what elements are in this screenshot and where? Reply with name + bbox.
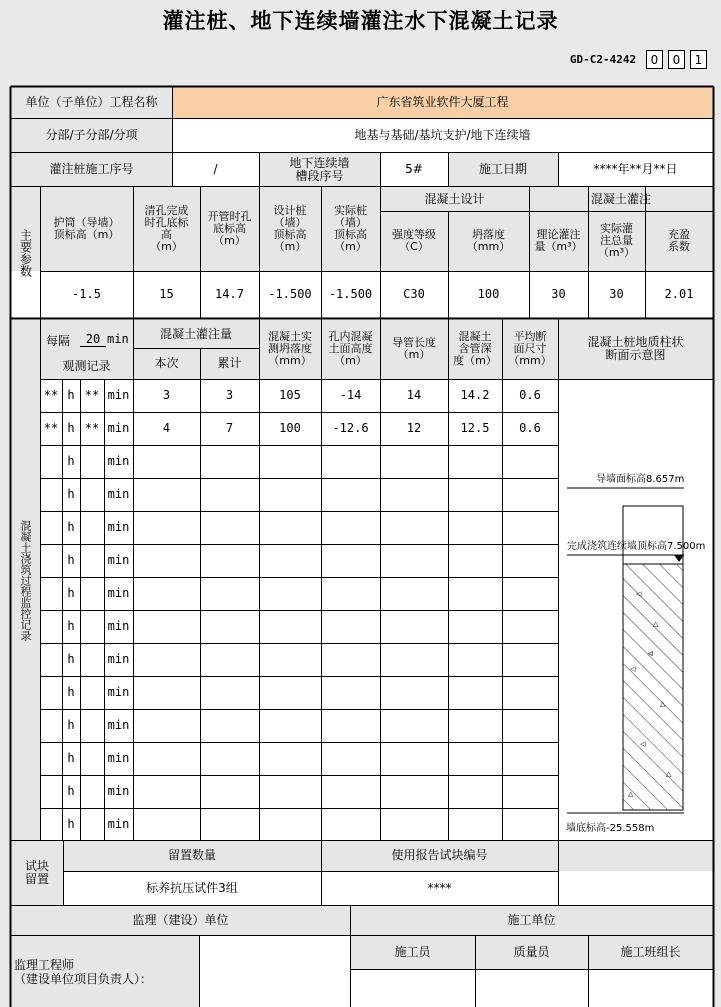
team-leader-label: 施工班组长 bbox=[620, 944, 681, 959]
hour-unit: h bbox=[67, 520, 75, 534]
hour-value: ** bbox=[43, 421, 59, 435]
cell-total bbox=[200, 742, 259, 775]
cell-section bbox=[502, 775, 558, 808]
construction-unit-label: 施工单位 bbox=[507, 912, 556, 927]
pour-top-label: 完成浇筑连续墙顶标高7.500m bbox=[567, 541, 706, 552]
cell-section bbox=[502, 742, 558, 775]
param-value-actual-volume: 30 bbox=[609, 287, 624, 301]
form-code-digit: 1 bbox=[690, 50, 707, 69]
wall-bottom-label: 墙底标高-25.558m bbox=[566, 823, 655, 834]
cell-level bbox=[321, 445, 380, 478]
minute-value bbox=[80, 676, 104, 709]
cell-slump bbox=[259, 511, 321, 544]
minute-value bbox=[80, 511, 104, 544]
cell-total bbox=[200, 478, 259, 511]
hour-unit: h bbox=[67, 817, 75, 831]
hour-value bbox=[40, 676, 62, 709]
hour-value bbox=[40, 511, 62, 544]
hour-value bbox=[40, 610, 62, 643]
form-code-digit: 0 bbox=[668, 50, 685, 69]
cell-level bbox=[321, 676, 380, 709]
concrete-pour-header: 混凝土灌注 bbox=[590, 191, 651, 206]
cell-slump bbox=[259, 808, 321, 841]
param-value-fill-factor: 2.01 bbox=[664, 287, 694, 301]
cell-total bbox=[200, 544, 259, 577]
interval-prefix: 每隔 bbox=[46, 334, 71, 348]
cell-pipe-len bbox=[380, 742, 448, 775]
geological-section-diagram bbox=[558, 446, 713, 840]
cell-current bbox=[133, 775, 200, 808]
cell-pipe-depth bbox=[448, 808, 502, 841]
specimen-report-label: 使用报告试块编号 bbox=[391, 848, 488, 862]
col-current: 本次 bbox=[154, 355, 179, 370]
param-header-open-bottom: 开管时孔 底标高 （m） bbox=[207, 210, 252, 247]
svg-text:◁: ◁ bbox=[636, 590, 642, 598]
minute-unit: min bbox=[107, 586, 130, 600]
form-code: GD-C2-4242 bbox=[569, 52, 637, 66]
param-value-casing-top: -1.5 bbox=[72, 287, 101, 301]
wall-seq-label: 地下连续墙 槽段序号 bbox=[289, 155, 350, 183]
col-total: 累计 bbox=[217, 355, 242, 370]
cell-section bbox=[502, 808, 558, 841]
svg-text:△: △ bbox=[666, 770, 672, 778]
cell-slump: 105 bbox=[279, 388, 301, 402]
param-header-theory-volume: 理论灌注 量（m³） bbox=[534, 228, 583, 253]
minute-value bbox=[80, 544, 104, 577]
cell-pipe-depth bbox=[448, 775, 502, 808]
concrete-design-header: 混凝土设计 bbox=[424, 191, 485, 206]
date-label: 施工日期 bbox=[478, 162, 527, 176]
cell-level bbox=[321, 577, 380, 610]
cell-level bbox=[321, 610, 380, 643]
minute-unit: min bbox=[107, 520, 130, 534]
param-value-theory-volume: 30 bbox=[551, 287, 566, 301]
cell-level bbox=[321, 544, 380, 577]
cell-pipe-depth bbox=[448, 709, 502, 742]
observe-label: 观测记录 bbox=[62, 358, 111, 373]
svg-text:△: △ bbox=[660, 700, 666, 708]
minute-unit: min bbox=[107, 718, 130, 732]
param-value-design-top: -1.500 bbox=[268, 287, 312, 301]
minute-value bbox=[80, 643, 104, 676]
interval-value: 20 bbox=[80, 332, 106, 347]
hour-unit: h bbox=[67, 718, 75, 732]
cell-pipe-len bbox=[380, 775, 448, 808]
cell-level bbox=[321, 511, 380, 544]
cell-section: 0.6 bbox=[519, 388, 541, 402]
hour-value bbox=[40, 709, 62, 742]
cell-current bbox=[133, 808, 200, 841]
cell-level: -12.6 bbox=[332, 421, 369, 435]
hour-value bbox=[40, 544, 62, 577]
hour-value bbox=[40, 775, 62, 808]
minute-value bbox=[80, 445, 104, 478]
cell-section: 0.6 bbox=[519, 421, 541, 435]
minute-unit: min bbox=[107, 388, 130, 402]
cell-pipe-len: 12 bbox=[406, 421, 422, 435]
cell-slump bbox=[259, 577, 321, 610]
date-value: ****年**月**日 bbox=[593, 162, 678, 176]
cell-level bbox=[321, 742, 380, 775]
cell-total bbox=[200, 610, 259, 643]
cell-total: 3 bbox=[225, 388, 234, 402]
unit-label: 单位（子单位）工程名称 bbox=[25, 95, 158, 109]
minute-unit: min bbox=[107, 553, 130, 567]
minute-unit: min bbox=[107, 685, 130, 699]
cell-pipe-depth: 12.5 bbox=[460, 421, 490, 435]
svg-text:△: △ bbox=[653, 620, 659, 628]
minute-unit: min bbox=[107, 421, 130, 435]
cell-level bbox=[321, 808, 380, 841]
cell-pipe-depth bbox=[448, 742, 502, 775]
cell-total: 7 bbox=[225, 421, 234, 435]
svg-text:ᐊ: ᐊ bbox=[648, 650, 654, 658]
cell-level bbox=[321, 775, 380, 808]
minute-value bbox=[80, 610, 104, 643]
worker-label: 施工员 bbox=[394, 944, 431, 959]
hour-unit: h bbox=[67, 751, 75, 765]
param-value-strength: C30 bbox=[403, 287, 425, 301]
cell-current bbox=[133, 742, 200, 775]
cell-slump bbox=[259, 775, 321, 808]
cell-slump bbox=[259, 445, 321, 478]
cell-pipe-len bbox=[380, 544, 448, 577]
cell-pipe-depth bbox=[448, 544, 502, 577]
cell-current bbox=[133, 676, 200, 709]
cell-level bbox=[321, 709, 380, 742]
param-header-actual-top: 实际桩 （墙） 顶标高 （m） bbox=[334, 204, 367, 253]
minute-unit: min bbox=[107, 487, 130, 501]
minute-unit: min bbox=[107, 751, 130, 765]
param-header-strength: 强度等级 （C） bbox=[392, 228, 436, 253]
cell-pipe-len bbox=[380, 643, 448, 676]
cell-total bbox=[200, 709, 259, 742]
svg-text:◁: ◁ bbox=[630, 665, 636, 673]
minute-unit: min bbox=[107, 454, 130, 468]
param-value-slump: 100 bbox=[477, 287, 500, 301]
col-pipe-length: 导管长度 （m） bbox=[392, 336, 436, 361]
cell-slump: 100 bbox=[279, 421, 301, 435]
specimen-report-value: **** bbox=[427, 880, 452, 895]
cell-current: 4 bbox=[162, 421, 171, 435]
cell-slump bbox=[259, 676, 321, 709]
hour-unit: h bbox=[67, 784, 75, 798]
cell-current bbox=[133, 511, 200, 544]
cell-total bbox=[200, 808, 259, 841]
cell-current bbox=[133, 544, 200, 577]
hour-value bbox=[40, 577, 62, 610]
cell-total bbox=[200, 676, 259, 709]
cell-pipe-len bbox=[380, 709, 448, 742]
minute-value bbox=[80, 709, 104, 742]
cell-current bbox=[133, 478, 200, 511]
param-header-casing-top: 护筒（导墙） 顶标高（m） bbox=[53, 216, 120, 241]
cell-section bbox=[502, 610, 558, 643]
minute-unit: min bbox=[107, 817, 130, 831]
cell-total bbox=[200, 577, 259, 610]
param-header-actual-volume: 实际灌 注总量 （m³） bbox=[597, 222, 636, 259]
supervising-engineer-label: 监理工程师 （建设单位项目负责人）： bbox=[14, 958, 153, 986]
minute-value bbox=[80, 742, 104, 775]
params-side-label: 主要参数 bbox=[18, 228, 33, 277]
cell-section bbox=[502, 676, 558, 709]
hour-unit: h bbox=[67, 487, 75, 501]
minute-unit: min bbox=[107, 619, 130, 633]
minute-value bbox=[80, 775, 104, 808]
cell-total bbox=[200, 511, 259, 544]
cell-section bbox=[502, 511, 558, 544]
hour-unit: h bbox=[67, 619, 75, 633]
cell-section bbox=[502, 709, 558, 742]
specimen-side-label: 试块 留置 bbox=[24, 858, 49, 886]
wall-seq-value: 5# bbox=[405, 162, 423, 176]
hour-unit: h bbox=[67, 652, 75, 666]
hour-unit: h bbox=[67, 586, 75, 600]
hour-value bbox=[40, 643, 62, 676]
hour-value bbox=[40, 445, 62, 478]
param-value-open-bottom: 14.7 bbox=[215, 287, 244, 301]
interval-setting bbox=[40, 322, 133, 358]
cell-section bbox=[502, 544, 558, 577]
pour-volume-header: 混凝土灌注量 bbox=[159, 326, 232, 341]
cell-level bbox=[321, 478, 380, 511]
cell-pipe-depth bbox=[448, 445, 502, 478]
cell-pipe-depth bbox=[448, 643, 502, 676]
minute-value bbox=[80, 478, 104, 511]
hour-value bbox=[40, 742, 62, 775]
cell-pipe-len bbox=[380, 577, 448, 610]
cell-pipe-len bbox=[380, 610, 448, 643]
cell-section bbox=[502, 478, 558, 511]
cell-level bbox=[321, 643, 380, 676]
cell-total bbox=[200, 643, 259, 676]
cell-pipe-depth bbox=[448, 511, 502, 544]
hour-unit: h bbox=[67, 421, 75, 435]
cell-current: 3 bbox=[162, 388, 171, 402]
minute-value bbox=[80, 808, 104, 841]
hour-value bbox=[40, 808, 62, 841]
col-diagram: 混凝土桩地质柱状 断面示意图 bbox=[587, 335, 684, 362]
specimen-qty-label: 留置数量 bbox=[167, 848, 216, 862]
cell-slump bbox=[259, 742, 321, 775]
cell-current bbox=[133, 577, 200, 610]
hour-value: ** bbox=[43, 388, 59, 402]
minute-value: ** bbox=[84, 388, 100, 402]
cell-slump bbox=[259, 478, 321, 511]
sub-value: 地基与基础/基坑支护/地下连续墙 bbox=[354, 128, 531, 142]
minute-unit: min bbox=[107, 784, 130, 798]
cell-current bbox=[133, 445, 200, 478]
cell-current bbox=[133, 610, 200, 643]
col-pipe-depth: 混凝土 含管深 度（m） bbox=[453, 330, 497, 367]
cell-pipe-depth bbox=[448, 676, 502, 709]
interval-unit: min bbox=[107, 332, 129, 346]
cell-pipe-depth bbox=[448, 610, 502, 643]
cell-total bbox=[200, 775, 259, 808]
pile-seq-value: / bbox=[213, 162, 218, 176]
cell-pipe-len bbox=[380, 511, 448, 544]
concrete-fill bbox=[623, 564, 683, 810]
form-code-digit: 0 bbox=[646, 50, 663, 69]
cell-level: -14 bbox=[339, 388, 362, 402]
cell-current bbox=[133, 709, 200, 742]
guide-wall-top-label: 导墙面标高8.657m bbox=[596, 474, 685, 485]
param-header-slump: 坍落度 （mm） bbox=[466, 228, 511, 253]
param-header-fill-factor: 充盈 系数 bbox=[668, 228, 690, 253]
param-value-clean-bottom: 15 bbox=[159, 287, 174, 301]
pile-seq-label: 灌注桩施工序号 bbox=[49, 162, 134, 176]
param-value-actual-top: -1.500 bbox=[328, 287, 373, 301]
svg-text:◁: ◁ bbox=[640, 740, 646, 748]
cell-section bbox=[502, 445, 558, 478]
cell-pipe-depth: 14.2 bbox=[460, 388, 490, 402]
minute-value: ** bbox=[84, 421, 100, 435]
quality-label: 质量员 bbox=[513, 944, 550, 959]
cell-section bbox=[502, 577, 558, 610]
cell-pipe-len: 14 bbox=[406, 388, 422, 402]
hour-unit: h bbox=[67, 388, 75, 402]
cell-slump bbox=[259, 709, 321, 742]
param-header-design-top: 设计桩 （墙） 顶标高 （m） bbox=[273, 204, 307, 253]
monitor-side-label: 混凝土浇筑过程监控记录 bbox=[19, 519, 32, 641]
specimen-qty-value: 标养抗压试件3组 bbox=[146, 880, 238, 895]
cell-pipe-len bbox=[380, 445, 448, 478]
supervisor-unit-label: 监理（建设）单位 bbox=[132, 912, 229, 927]
hour-unit: h bbox=[67, 685, 75, 699]
cell-section bbox=[502, 643, 558, 676]
col-slump: 混凝土实 测坍落度 （mm） bbox=[268, 330, 312, 367]
cell-pipe-len bbox=[380, 478, 448, 511]
hour-unit: h bbox=[67, 553, 75, 567]
hour-value bbox=[40, 478, 62, 511]
cell-slump bbox=[259, 544, 321, 577]
param-header-clean-bottom: 清孔完成 时孔底标 高 （m） bbox=[144, 204, 189, 253]
cell-pipe-len bbox=[380, 676, 448, 709]
cell-current bbox=[133, 643, 200, 676]
cell-slump bbox=[259, 610, 321, 643]
minute-value bbox=[80, 577, 104, 610]
page-title: 灌注桩、地下连续墙灌注水下混凝土记录 bbox=[162, 8, 559, 33]
cell-total bbox=[200, 445, 259, 478]
cell-pipe-depth bbox=[448, 577, 502, 610]
unit-value: 广东省筑业软件大厦工程 bbox=[376, 95, 509, 109]
cell-pipe-len bbox=[380, 808, 448, 841]
cell-pipe-depth bbox=[448, 478, 502, 511]
hour-unit: h bbox=[67, 454, 75, 468]
svg-text:△: △ bbox=[628, 790, 634, 798]
cell-slump bbox=[259, 643, 321, 676]
sub-label: 分部/子分部/分项 bbox=[45, 128, 138, 142]
col-section: 平均断 面尺寸 （mm） bbox=[508, 330, 552, 367]
minute-unit: min bbox=[107, 652, 130, 666]
col-level: 孔内混凝 土面高度 （m） bbox=[328, 330, 373, 367]
